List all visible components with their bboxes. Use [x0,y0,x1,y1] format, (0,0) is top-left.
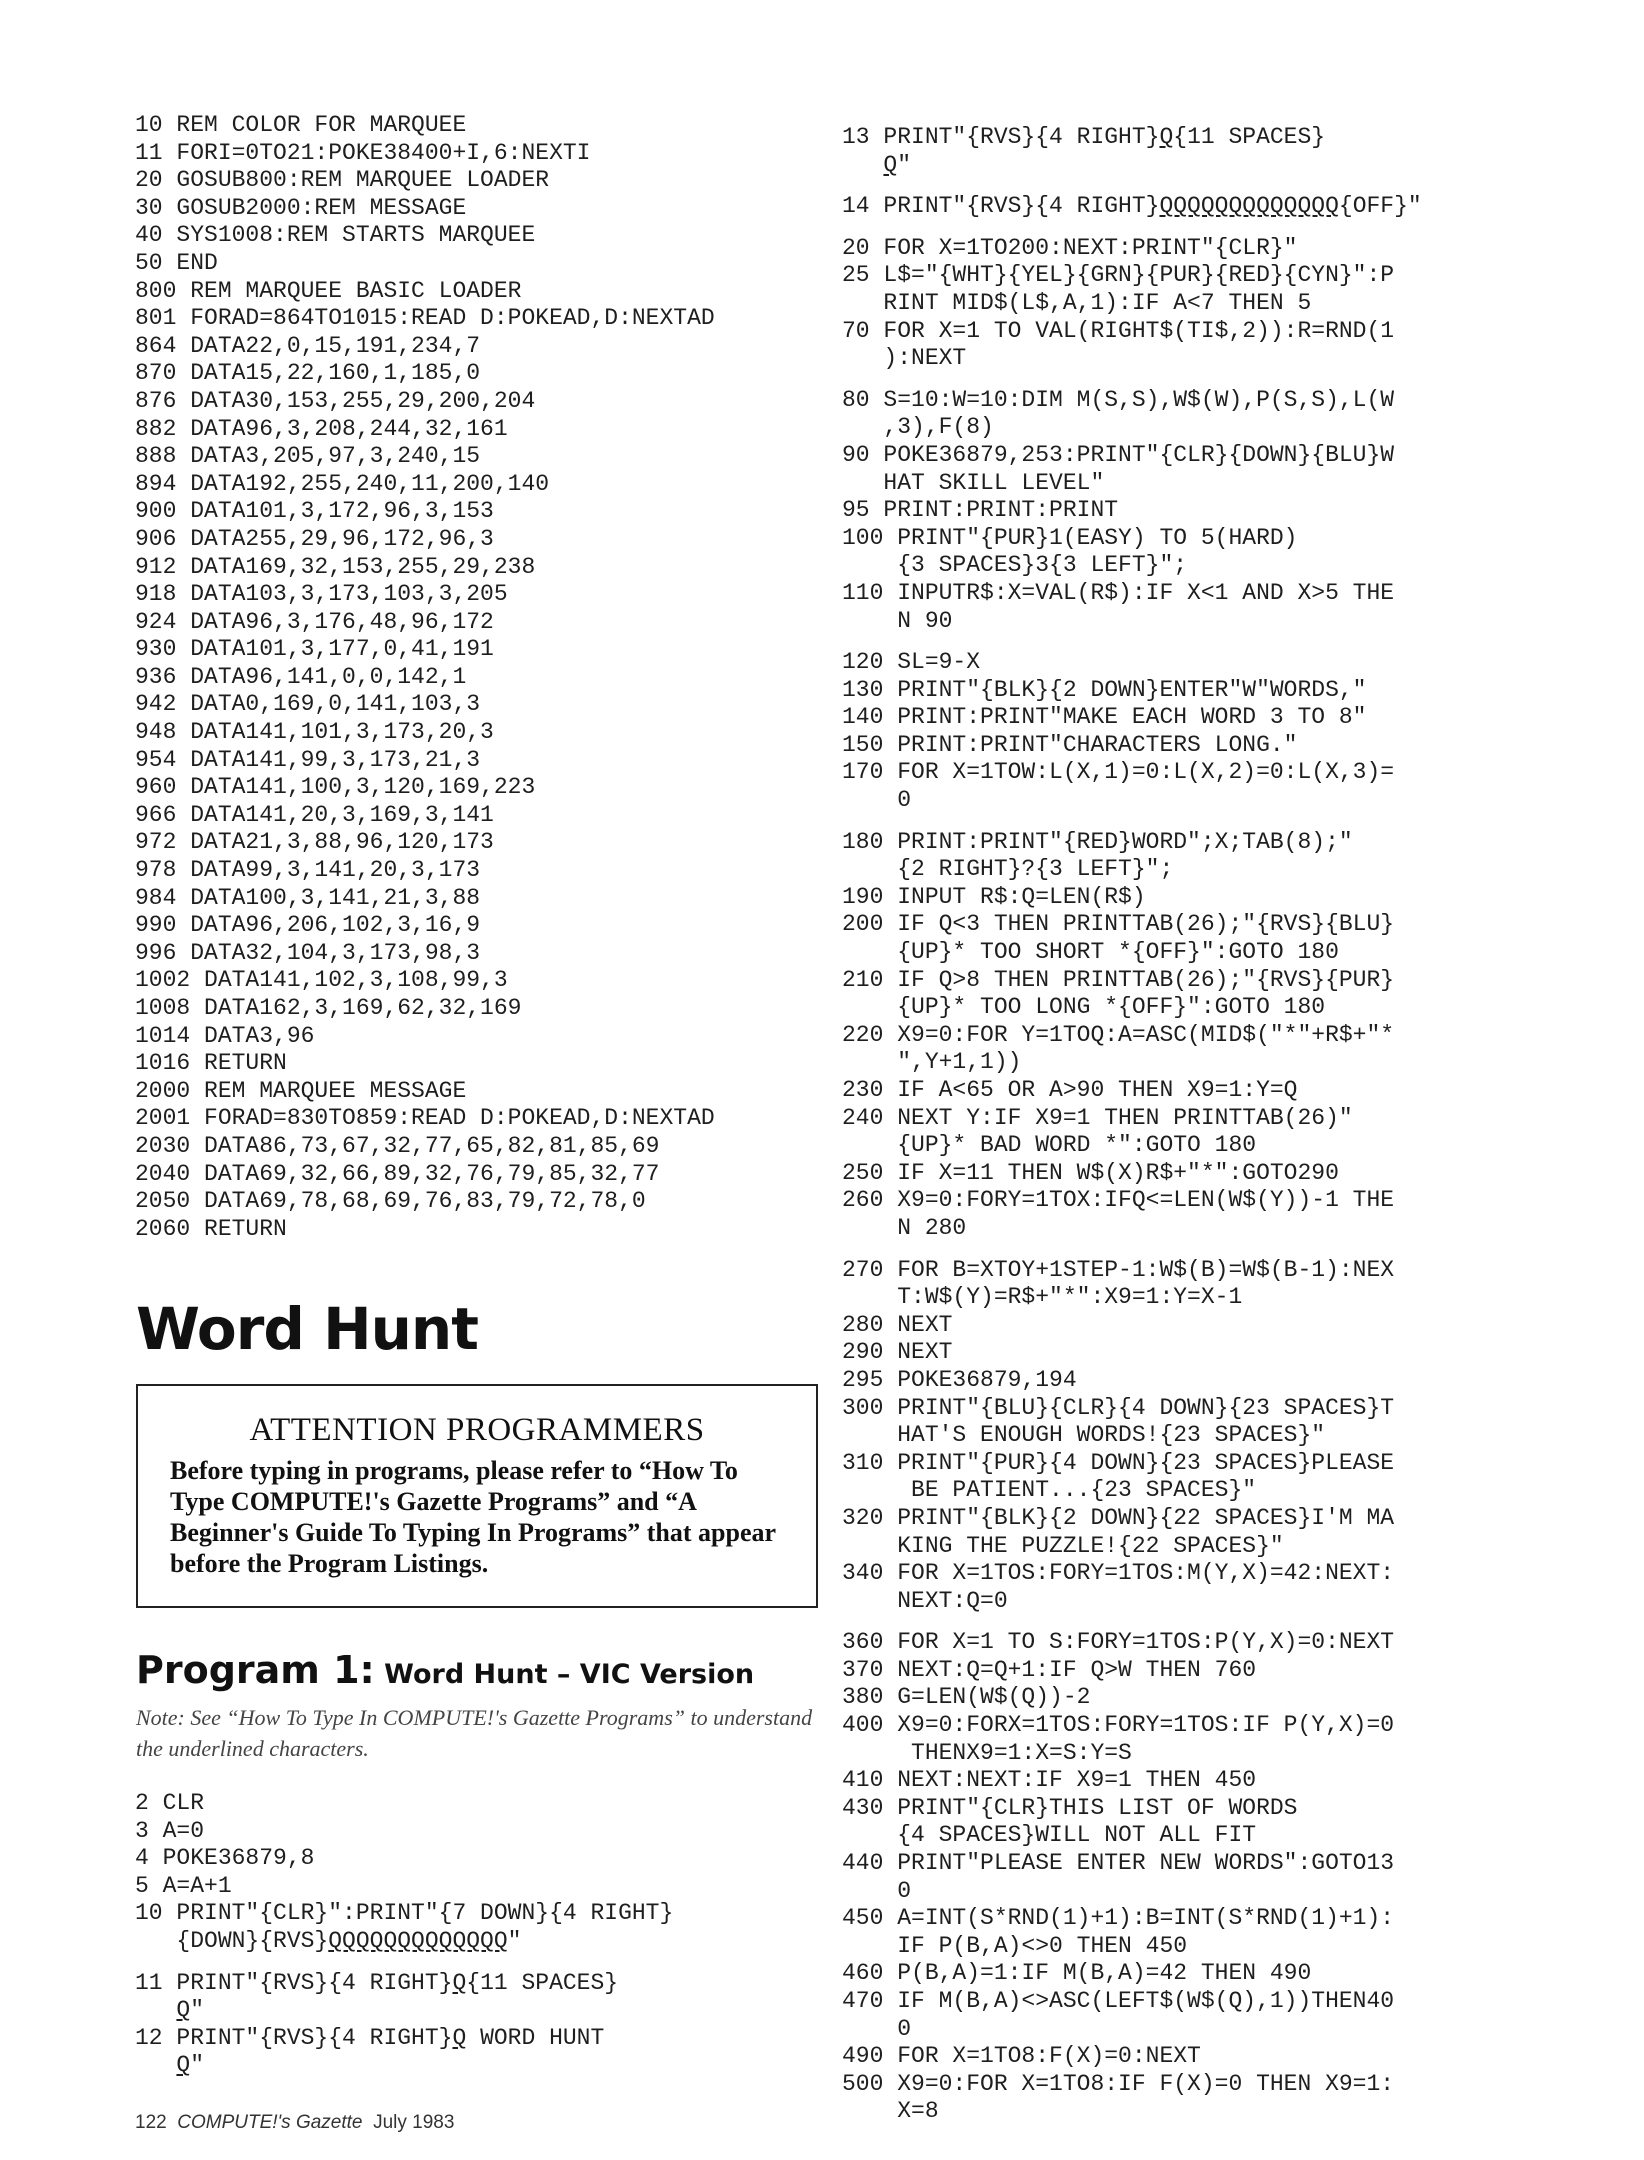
underlined-characters: Q [1159,124,1174,150]
code-line [135,1997,835,2025]
left-listing [135,112,835,1243]
code-line: 2000 REM MARQUEE MESSAGE [135,1077,467,1104]
code-line: 1016 RETURN [135,1050,287,1077]
code-line [135,1928,835,1956]
code-line: 984 DATA100,3,141,21,3,88 [135,884,481,911]
code-text: " [190,2052,205,2079]
listing-note: Note: See “How To Type In COMPUTE!'s Gazette Programs” to understand the underlined characters. [136,1705,813,1761]
code-line: 10 REM COLOR FOR MARQUEE [135,112,467,138]
code-text: " [897,151,912,178]
code-line: 140 PRINT:PRINT"MAKE EACH WORD 3 TO 8" [842,704,1367,731]
code-line: 30 GOSUB2000:REM MESSAGE [135,194,467,221]
code-line: 1008 DATA162,3,169,62,32,169 [135,995,522,1021]
attention-heading: ATTENTION PROGRAMMERS [249,1412,705,1448]
code-line: 924 DATA96,3,176,48,96,172 [135,608,494,635]
code-line [842,193,1622,221]
program-heading-sub: Word Hunt – VIC Version [374,1659,755,1690]
page-footer [135,2112,454,2134]
code-line: 876 DATA30,153,255,29,200,204 [135,387,536,414]
code-line: 954 DATA141,99,3,173,21,3 [135,746,481,773]
code-line: 120 SL=9-X [842,649,981,676]
code-line: 80 S=10:W=10:DIM M(S,S),W$(W),P(S,S),L(W ,3),F(8) [842,386,1395,441]
code-line: 95 PRINT:PRINT:PRINT [842,497,1119,524]
code-line [842,152,1622,180]
code-line [135,1970,835,1998]
code-text [842,152,883,178]
program-listing-start [135,1790,835,2080]
code-line: 10 PRINT"{CLR}":PRINT"{7 DOWN}{4 RIGHT} [135,1900,674,1927]
code-text: {11 SPACES} [466,1969,619,1996]
code-line: 990 DATA96,206,102,3,16,9 [135,912,481,939]
code-text: 11 PRINT"{RVS}{4 RIGHT} [135,1969,453,1996]
code-line: 912 DATA169,32,153,255,29,238 [135,553,536,580]
code-line: 870 DATA15,22,160,1,185,0 [135,360,481,387]
code-line: 942 DATA0,169,0,141,103,3 [135,691,481,718]
code-line: 3 A=0 [135,1817,205,1844]
underlined-characters: Q [883,151,898,178]
article-title: Word Hunt [136,1295,478,1363]
magazine-name: COMPUTE!'s Gazette [177,2112,363,2133]
underlined-characters: Q [176,1997,191,2024]
code-text: {DOWN}{RVS} [135,1927,329,1954]
code-line: 864 DATA22,0,15,191,234,7 [135,332,481,359]
code-text: " [507,1927,522,1954]
underlined-characters: Q [176,2052,191,2079]
code-line: 90 POKE36879,253:PRINT"{CLR}{DOWN}{BLU}W HAT SKILL LEVEL" [842,441,1395,496]
underlined-characters: QQQQQQQQQQQQQ [328,1927,508,1954]
code-line: 906 DATA255,29,96,172,96,3 [135,525,494,552]
right-listing [842,124,1622,2126]
code-line: 150 PRINT:PRINT"CHARACTERS LONG." [842,731,1298,758]
code-line: 20 FOR X=1TO200:NEXT:PRINT"{CLR}" [842,234,1298,261]
code-text: 13 PRINT"{RVS}{4 RIGHT} [842,124,1160,150]
code-text [135,1997,176,2023]
code-line: 170 FOR X=1TOW:L(X,1)=0:L(X,2)=0:L(X,3)= 0 [842,759,1395,814]
code-line: 180 PRINT:PRINT"{RED}WORD";X;TAB(8);" {2 RIGHT}?{3 LEFT}"; [842,828,1353,883]
code-line: 801 FORAD=864TO1015:READ D:POKEAD,D:NEXTAD [135,305,715,332]
code-text: " [190,1997,205,2024]
code-block: 440 PRINT"PLEASE ENTER NEW WORDS":GOTO13 0 450 A=INT(S*RND(1)+1):B=INT(S*RND(1)+1): IF P(B,A)<>0 THEN 450 460 P(B,A)=1:IF M(B,A)=42 THEN 490 470 IF M(B,A)<>ASC(LEFT$(W$(Q),1))THEN40 0 490 FOR X=1TO8:F(X)=0:NEXT 500 X9=0:FOR X=1TO8:IF F(X)=0 THEN X9=1: X=8 [842,1850,1395,2125]
issue-date: July 1983 [373,2112,455,2133]
code-line: 130 PRINT"{BLK}{2 DOWN}ENTER"W"WORDS," [842,676,1367,703]
code-line: 2050 DATA69,78,68,69,76,83,79,72,78,0 [135,1188,646,1215]
code-text [135,2052,176,2078]
code-text: {OFF}" [1338,193,1422,220]
program-heading-main: Program 1: [136,1648,375,1692]
code-line: 2001 FORAD=830TO859:READ D:POKEAD,D:NEXTAD [135,1105,715,1132]
code-line: 996 DATA32,104,3,173,98,3 [135,939,481,966]
code-line [842,124,1622,152]
attention-body: Before typing in programs, please refer to “How To Type COMPUTE!'s Gazette Programs” and “A Beginner's Guide To Typing In Programs” that appear before the Program Listings. [170,1456,776,1578]
code-line: 972 DATA21,3,88,96,120,173 [135,829,494,856]
code-text: {11 SPACES} [1173,124,1326,150]
underlined-characters: Q [452,1969,467,1996]
attention-box [136,1384,818,1608]
code-line: 11 FORI=0TO21:POKE38400+I,6:NEXTI [135,139,591,166]
code-line [135,2052,835,2080]
code-line: 2030 DATA86,73,67,32,77,65,82,81,85,69 [135,1132,660,1159]
code-line: 2060 RETURN [135,1215,287,1242]
page-number: 122 [135,2112,167,2133]
code-line: 918 DATA103,3,173,103,3,205 [135,581,508,608]
code-block: 190 INPUT R$:Q=LEN(R$) 200 IF Q<3 THEN PRINTTAB(26);"{RVS}{BLU} {UP}* TOO SHORT *{OFF}":GOTO 180 210 IF Q>8 THEN PRINTTAB(26);"{RVS}{PUR} {UP}* TOO LONG *{OFF}":GOTO 180 220 X9=0:FOR Y=1TOQ:A=ASC(MID$("*"+R$+"* ",Y+1,1)) 230 IF A<65 OR A>90 THEN X9=1:Y=Q 240 NEXT Y:IF X9=1 THEN PRINTTAB(26)" {UP}* BAD WORD *":GOTO 180 250 IF X=11 THEN W$(X)R$+"*":GOTO290 260 X9=0:FORY=1TOX:IFQ<=LEN(W$(Y))-1 THE N 280 [842,883,1395,1241]
code-line: 882 DATA96,3,208,244,32,161 [135,415,508,442]
underlined-characters: Q [452,2024,467,2051]
code-line: 960 DATA141,100,3,120,169,223 [135,774,536,801]
code-line [135,2025,835,2053]
code-line: 894 DATA192,255,240,11,200,140 [135,470,550,497]
code-line: 5 A=A+1 [135,1872,232,1899]
code-text: WORD HUNT [466,2024,605,2051]
code-line: 888 DATA3,205,97,3,240,15 [135,443,481,470]
code-line: 900 DATA101,3,172,96,3,153 [135,498,494,525]
code-line: 2 CLR [135,1790,205,1816]
code-line: 966 DATA141,20,3,169,3,141 [135,801,494,828]
code-line: 100 PRINT"{PUR}1(EASY) TO 5(HARD) {3 SPACES}3{3 LEFT}"; [842,524,1298,579]
code-line: 4 POKE36879,8 [135,1845,315,1872]
code-line: 1002 DATA141,102,3,108,99,3 [135,967,508,994]
code-text: 14 PRINT"{RVS}{4 RIGHT} [842,193,1160,220]
code-text: 12 PRINT"{RVS}{4 RIGHT} [135,2024,453,2051]
code-line: 948 DATA141,101,3,173,20,3 [135,719,494,746]
code-line: 20 GOSUB800:REM MARQUEE LOADER [135,167,550,194]
code-line: 40 SYS1008:REM STARTS MARQUEE [135,222,536,249]
code-block: 360 FOR X=1 TO S:FORY=1TOS:P(Y,X)=0:NEXT 370 NEXT:Q=Q+1:IF Q>W THEN 760 380 G=LEN(W$(Q))-2 400 X9=0:FORX=1TOS:FORY=1TOS:IF P(Y,X)=0 THENX9=1:X=S:Y=S 410 NEXT:NEXT:IF X9=1 THEN 450 430 PRINT"{CLR}THIS LIST OF WORDS {4 SPACES}WILL NOT ALL FIT [842,1629,1395,1849]
code-line: 936 DATA96,141,0,0,142,1 [135,663,467,690]
code-line: 70 FOR X=1 TO VAL(RIGHT$(TI$,2)):R=RND(1 ):NEXT [842,317,1395,372]
underlined-characters: QQQQQQQQQQQQQ [1159,193,1339,220]
code-line: 50 END [135,249,218,276]
code-line: 800 REM MARQUEE BASIC LOADER [135,277,522,304]
program-heading [136,1648,754,1692]
code-line: 2040 DATA69,32,66,89,32,76,79,85,32,77 [135,1160,660,1187]
code-line: 930 DATA101,3,177,0,41,191 [135,636,494,663]
code-line: 1014 DATA3,96 [135,1022,315,1049]
code-line: 25 L$="{WHT}{YEL}{GRN}{PUR}{RED}{CYN}":P RINT MID$(L$,A,1):IF A<7 THEN 5 [842,262,1395,316]
code-line: 110 INPUTR$:X=VAL(R$):IF X<1 AND X>5 THE N 90 [842,579,1395,634]
code-line: 978 DATA99,3,141,20,3,173 [135,857,481,884]
code-block: 270 FOR B=XTOY+1STEP-1:W$(B)=W$(B-1):NEX T:W$(Y)=R$+"*":X9=1:Y=X-1 280 NEXT 290 NEXT 295 POKE36879,194 300 PRINT"{BLU}{CLR}{4 DOWN}{23 SPACES}T HAT'S ENOUGH WORDS!{23 SPACES}" 310 PRINT"{PUR}{4 DOWN}{23 SPACES}PLEASE BE PATIENT...{23 SPACES}" 320 PRINT"{BLK}{2 DOWN}{22 SPACES}I'M MA KING THE PUZZLE!{22 SPACES}" 340 FOR X=1TOS:FORY=1TOS:M(Y,X)=42:NEXT: NEXT:Q=0 [842,1256,1395,1614]
